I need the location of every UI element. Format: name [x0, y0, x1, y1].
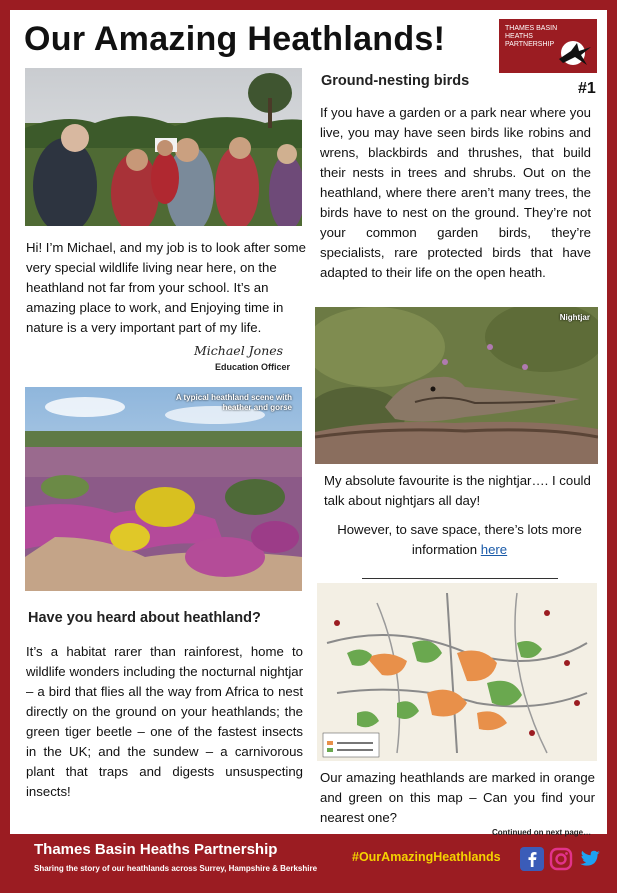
more-info-link[interactable]: here — [480, 542, 508, 557]
more-info-text — [320, 520, 599, 560]
continued-note: Continued on next page… — [492, 828, 592, 837]
facebook-icon[interactable] — [520, 847, 544, 871]
group-walk-photo — [25, 68, 302, 226]
section-divider — [362, 578, 558, 579]
map-caption: Our amazing heathlands are marked in orange and green on this map – Can you find your nearest one? — [320, 770, 595, 825]
partnership-logo — [499, 19, 597, 73]
birds-body: If you have a garden or a park near where you live, you may have seen birds like robins and wrens, blackbirds and thrushes, that build their nests in trees and shrubs. Out on the heathland, where there aren’t many trees, the birds have to nest on the ground. They’re not your common garden birds, they’re specialists, rare protected birds that have adapted to their life on the open heath. — [320, 105, 591, 280]
heathlands-map — [317, 583, 597, 761]
nightjar-photo-label: Nightjar — [559, 313, 590, 322]
page-title: Our Amazing Heathlands! — [24, 20, 446, 58]
signature: Michael Jones — [194, 343, 284, 358]
nightjar-silhouette-icon — [557, 39, 593, 69]
heathland-heading: Have you heard about heathland? — [28, 610, 261, 626]
birds-heading: Ground-nesting birds — [321, 73, 470, 89]
issue-number: #1 — [578, 80, 596, 97]
newsletter-page — [10, 10, 607, 837]
nightjar-photo — [315, 307, 598, 464]
footer-hashtag: #OurAmazingHeathlands — [352, 850, 501, 864]
footer-org-name: Thames Basin Heaths Partnership — [34, 841, 278, 858]
heathland-body: It’s a habitat rarer than rainforest, home to wildlife wonders including the nocturnal nightjar – a bird that flies all the way from Africa to nest directly on the ground on your heathlands; the green tiger beetle – one of the fastest insects in the UK; and the sundew – a carnivorous plant that traps and digests unsuspecting insects! — [26, 644, 303, 799]
twitter-icon[interactable] — [578, 847, 602, 871]
heathland-photo — [25, 387, 302, 591]
footer-tagline: Sharing the story of our heathlands across Surrey, Hampshire & Berkshire — [34, 864, 318, 873]
heathland-photo-caption: A typical heathland scene with heather and gorse — [175, 393, 292, 412]
intro-text: Hi! I’m Michael, and my job is to look after some very special wildlife living near here, on the heathland not far from your school. It’s an amazing place to work, and Enjoying time in nature is a very important part of my life. — [26, 240, 306, 335]
logo-text: THAMES BASIN HEATHS PARTNERSHIP — [505, 25, 558, 48]
instagram-icon[interactable] — [549, 847, 573, 871]
signature-role: Education Officer — [215, 362, 291, 372]
nightjar-favourite: My absolute favourite is the nightjar…. I could talk about nightjars all day! — [324, 473, 591, 508]
more-info-prefix: However, to save space, there’s lots more information — [337, 522, 582, 557]
